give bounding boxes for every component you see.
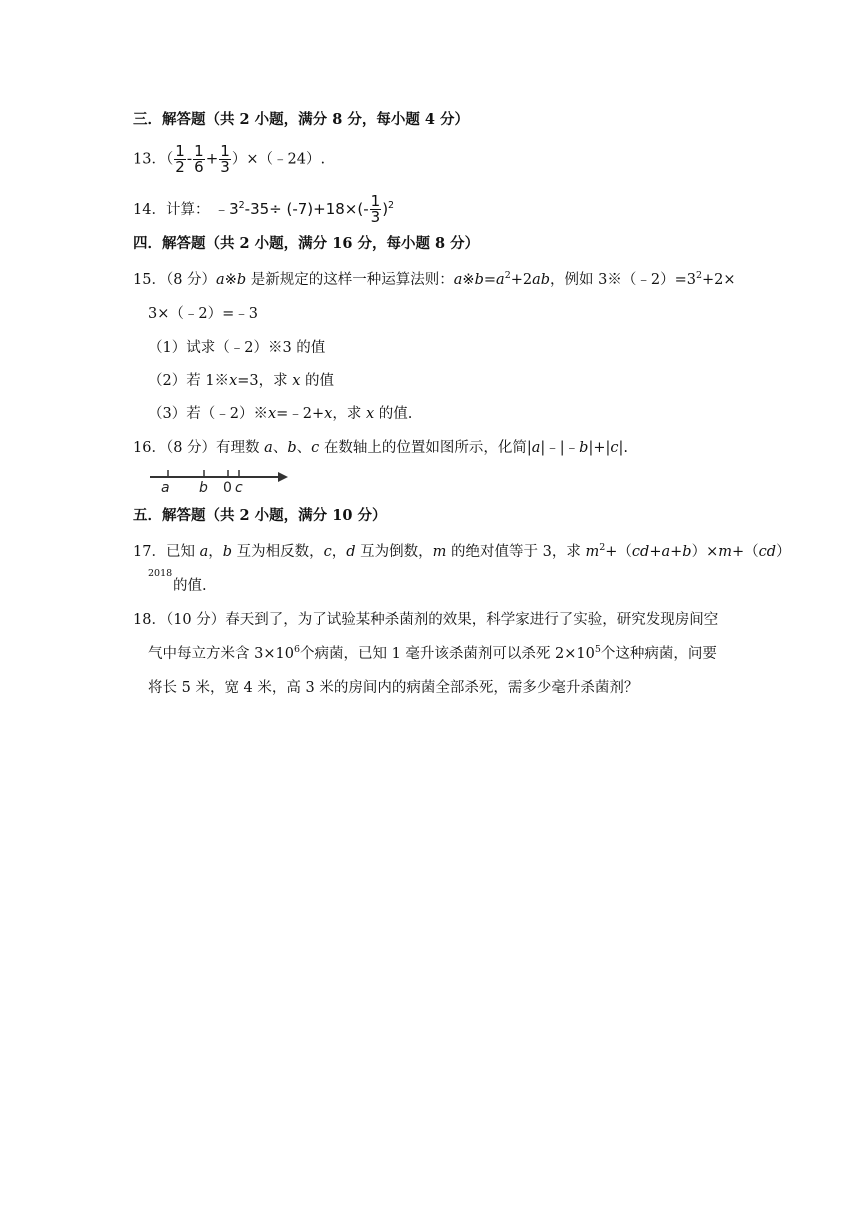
- section-4-heading: 四．解答题（共 2 小题，满分 16 分，每小题 8 分）: [133, 235, 480, 252]
- label-b: b: [199, 480, 208, 496]
- label-c: c: [235, 480, 243, 496]
- fraction-1-6: $\frac{1}{6}$: [194, 142, 204, 176]
- number-line-figure: [148, 466, 294, 496]
- fraction-1-2: $\frac{1}{2}$: [175, 142, 185, 176]
- section-5-heading: 五．解答题（共 2 小题，满分 10 分）: [133, 507, 387, 524]
- question-15-part-2: （2）若 1※x=3，求 x 的值: [148, 373, 335, 389]
- question-17: 17．已知 a，b 互为相反数，c，d 互为倒数，m 的绝对值等于 3，求 $m^2+(cd+a+b)\times m+(cd)$: [133, 542, 791, 560]
- question-14: 14．计算： $﹣3^2-35\div (-7)+18\times(-$ $\frac{1}{3}$ )$^2$: [133, 192, 395, 226]
- arrow-head-icon: [278, 472, 288, 482]
- label-a: a: [161, 480, 170, 496]
- label-zero: 0: [223, 480, 232, 496]
- fraction-1-3: $\frac{1}{3}$: [370, 192, 381, 226]
- question-18-line-3: 将长 5 米，宽 4 米，高 3 米的房间内的病菌全部杀死，需多少毫升杀菌剂？: [148, 680, 639, 696]
- fraction-1-3: $\frac{1}{3}$: [220, 142, 230, 176]
- question-16: 16．（8 分）有理数 a、b、c 在数轴上的位置如图所示，化简|a|﹣|﹣b|+|c|.: [133, 440, 629, 456]
- question-15-line-2: 3×（﹣2）=﹣3: [148, 306, 258, 322]
- q14-expression: $﹣3^2-35\div (-7)+18\times(-$ $\frac{1}{3}$ )$^2$: [214, 192, 395, 226]
- question-15-line-1: 15．（8 分）a※b 是新规定的这样一种运算法则：$a※b=a^2+2ab$，例如 $3※(﹣2)=3^2+2\times$: [133, 270, 736, 288]
- question-13: 13．（ $\frac{1}{2}$ - $\frac{1}{6}$ + $\frac{1}{3}$ ）×（﹣24）.: [133, 142, 326, 176]
- question-15-part-1: （1）试求（﹣2）※3 的值: [148, 340, 326, 356]
- var-x: x: [229, 373, 238, 389]
- question-18-line-2: 气中每立方米含 $3\times 10^6$个病菌，已知 1 毫升该杀菌剂可以杀死 $2\times 10^5$个这种病菌，问要: [148, 644, 717, 662]
- question-18-line-1: 18．（10 分）春天到了，为了试验某种杀菌剂的效果，科学家进行了实验，研究发现房间空: [133, 612, 719, 628]
- question-17-line-2: 的值.: [173, 578, 207, 594]
- section-3-heading: 三．解答题（共 2 小题，满分 8 分，每小题 4 分）: [133, 111, 470, 128]
- question-15-part-3: （3）若（﹣2）※x=﹣2+x，求 x 的值.: [148, 406, 413, 422]
- exponent-2018: 2018: [148, 568, 173, 579]
